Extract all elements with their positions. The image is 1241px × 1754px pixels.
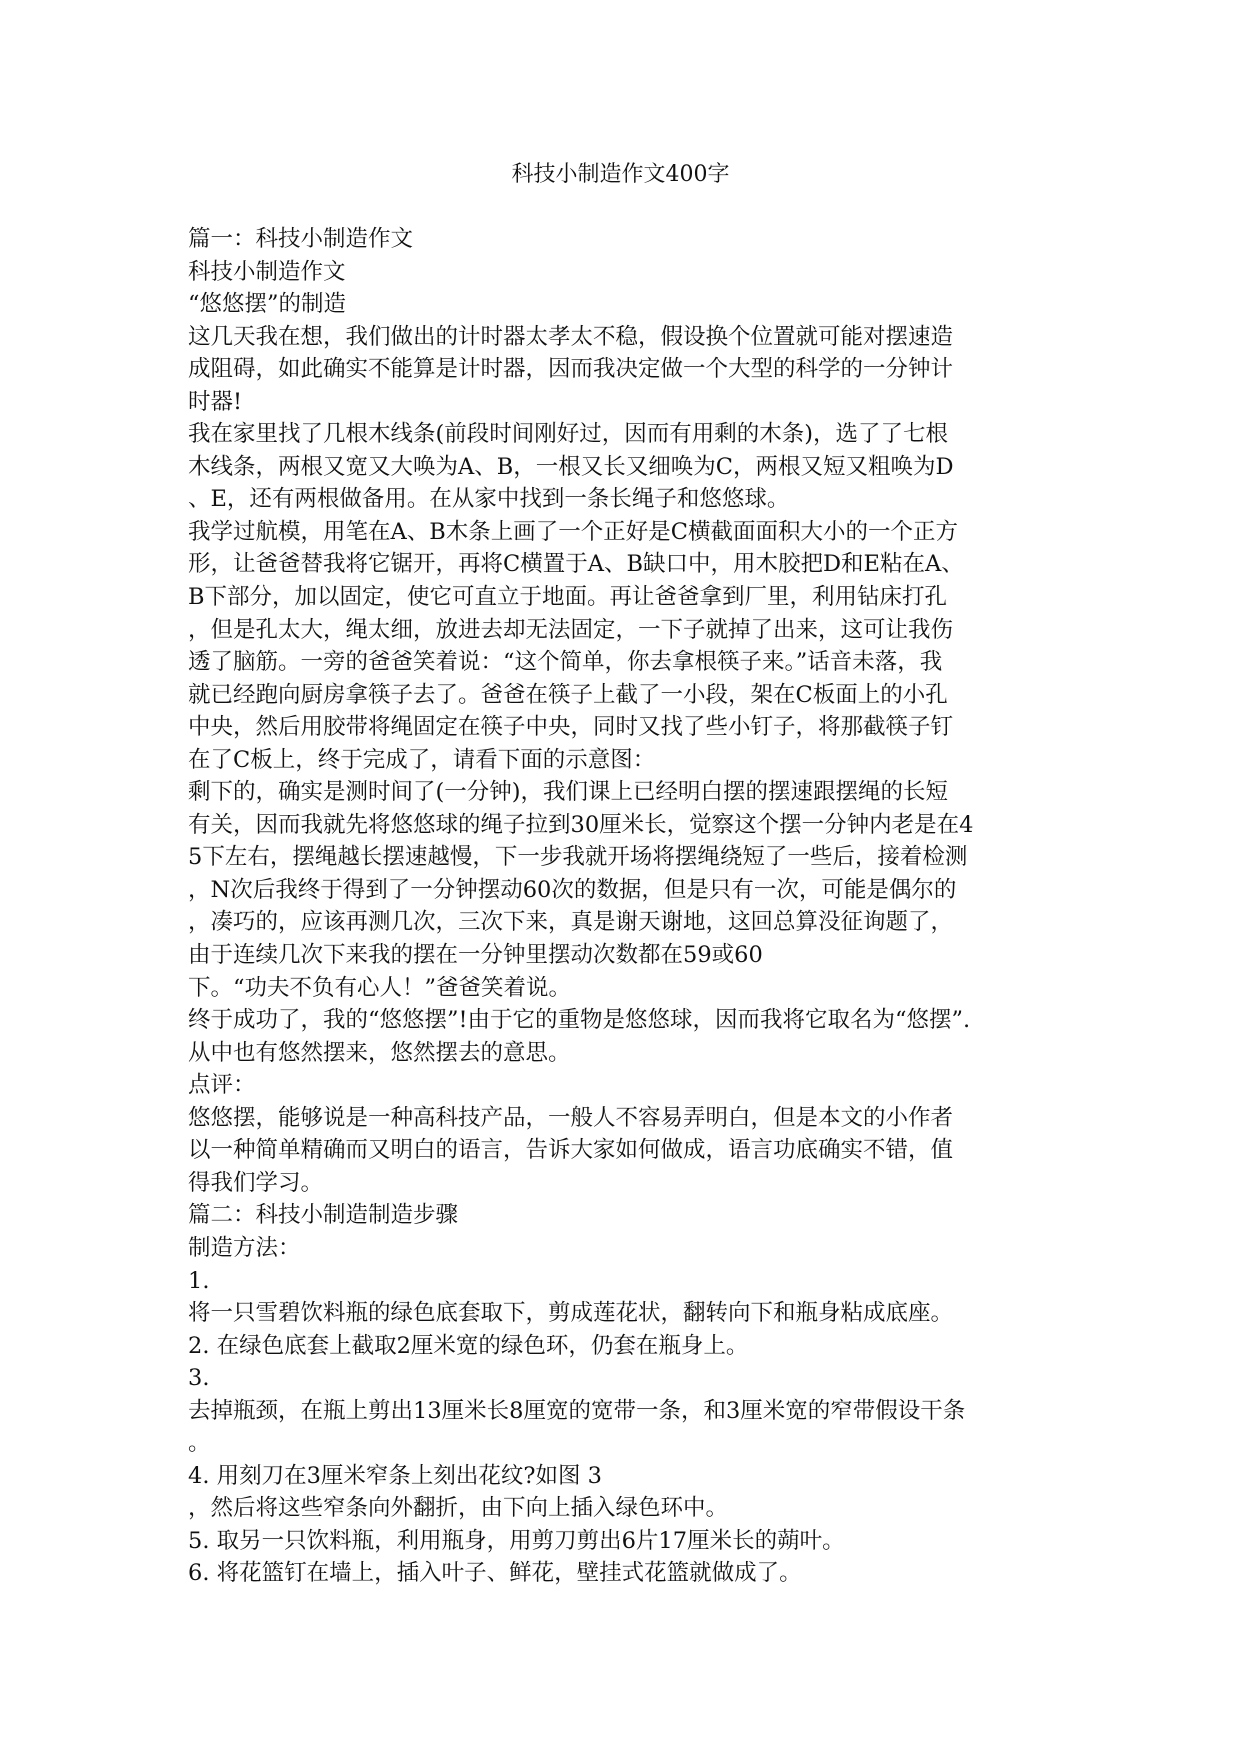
- text-line: 形，让爸爸替我将它锯开，再将C横置于A、B缺口中，用木胶把D和E粘在A、: [188, 551, 964, 578]
- text-line: 、E，还有两根做备用。在从家中找到一条长绳子和悠悠球。: [188, 486, 790, 513]
- text-line: 成阻碍，如此确实不能算是计时器，因而我决定做一个大型的科学的一分钟计: [188, 356, 954, 383]
- text-line: 透了脑筋。一旁的爸爸笑着说：“这个简单，你去拿根筷子来。”话音未落，我: [188, 649, 943, 676]
- text-line: 我在家里找了几根木线条(前段时间刚好过，因而有用剩的木条)，选了了七根: [188, 421, 949, 448]
- text-line: 4. 用刻刀在3厘米窄条上刻出花纹?如图 3: [188, 1462, 602, 1489]
- document-body: [188, 223, 1068, 1590]
- document-title: 科技小制造作文400字: [511, 162, 730, 187]
- text-line: 得我们学习。: [188, 1169, 324, 1196]
- text-line: 木线条，两根又宽又大唤为A、B，一根又长又细唤为C，两根又短又粗唤为D: [188, 453, 954, 480]
- text-line: ，然后将这些窄条向外翻折，由下向上插入绿色环中。: [188, 1495, 729, 1522]
- text-line: 篇二：科技小制造制造步骤: [188, 1202, 459, 1229]
- text-line: 剩下的，确实是测时间了(一分钟)，我们课上已经明白摆的摆速跟摆绳的长短: [188, 779, 949, 806]
- text-line: 这几天我在想，我们做出的计时器太孝太不稳，假设换个位置就可能对摆速造: [188, 323, 954, 350]
- text-line: B下部分，加以固定，使它可直立于地面。再让爸爸拿到厂里，利用钻床打孔: [188, 584, 948, 611]
- text-line: 3.: [188, 1365, 210, 1392]
- text-line: 以一种简单精确而又明白的语言，告诉大家如何做成，语言功底确实不错，值: [188, 1137, 954, 1164]
- text-line: 制造方法：: [188, 1234, 301, 1261]
- text-line: 就已经跑向厨房拿筷子去了。爸爸在筷子上截了一小段，架在C板面上的小孔: [188, 681, 948, 708]
- text-line: 时器!: [188, 388, 243, 415]
- text-line: 由于连续几次下来我的摆在一分钟里摆动次数都在59或60: [188, 942, 763, 969]
- text-line: 6. 将花篮钉在墙上，插入叶子、鲜花，壁挂式花篮就做成了。: [188, 1560, 802, 1587]
- text-line: 2. 在绿色底套上截取2厘米宽的绿色环，仍套在瓶身上。: [188, 1332, 749, 1359]
- text-line: 。: [188, 1430, 211, 1457]
- text-line: 5下左右，摆绳越长摆速越慢，下一步我就开场将摆绳绕短了一些后，接着检测: [188, 844, 968, 871]
- text-line: 从中也有悠然摆来，悠然摆去的意思。: [188, 1039, 571, 1066]
- text-line: 下。“功夫不负有心人！”爸爸笑着说。: [188, 974, 572, 1001]
- text-line: 科技小制造作文: [188, 258, 346, 285]
- text-line: “悠悠摆”的制造: [188, 291, 347, 318]
- text-line: 有关，因而我就先将悠悠球的绳子拉到30厘米长，觉察这个摆一分钟内老是在4: [188, 811, 974, 838]
- text-line: ，但是孔太大，绳太细，放进去却无法固定，一下子就掉了出来，这可让我伤: [188, 616, 954, 643]
- text-line: 1.: [188, 1267, 210, 1294]
- text-line: 篇一：科技小制造作文: [188, 226, 414, 252]
- text-line: 中央，然后用胶带将绳固定在筷子中央，同时又找了些小钉子，将那截筷子钉: [188, 714, 954, 741]
- text-line: 终于成功了，我的“悠悠摆”!由于它的重物是悠悠球，因而我将它取名为“悠摆”.: [188, 1007, 971, 1034]
- text-line: 我学过航模，用笔在A、B木条上画了一个正好是C横截面面积大小的一个正方: [188, 518, 959, 545]
- text-line: ，N次后我终于得到了一分钟摆动60次的数据，但是只有一次，可能是偶尔的: [188, 876, 957, 903]
- text-line: 5. 取另一只饮料瓶，利用瓶身，用剪刀剪出6片17厘米长的蒴叶。: [188, 1527, 845, 1554]
- text-line: ，凑巧的，应该再测几次，三次下来，真是谢天谢地，这回总算没征询题了，: [188, 909, 954, 936]
- text-line: 将一只雪碧饮料瓶的绿色底套取下，剪成莲花状，翻转向下和瓶身粘成底座。: [188, 1300, 954, 1327]
- text-line: 悠悠摆，能够说是一种高科技产品，一般人不容易弄明白，但是本文的小作者: [188, 1104, 954, 1131]
- text-line: 去掉瓶颈，在瓶上剪出13厘米长8厘宽的宽带一条，和3厘米宽的窄带假设干条: [188, 1397, 966, 1424]
- text-line: 点评：: [188, 1072, 256, 1099]
- text-line: 在了C板上，终于完成了，请看下面的示意图：: [188, 746, 656, 773]
